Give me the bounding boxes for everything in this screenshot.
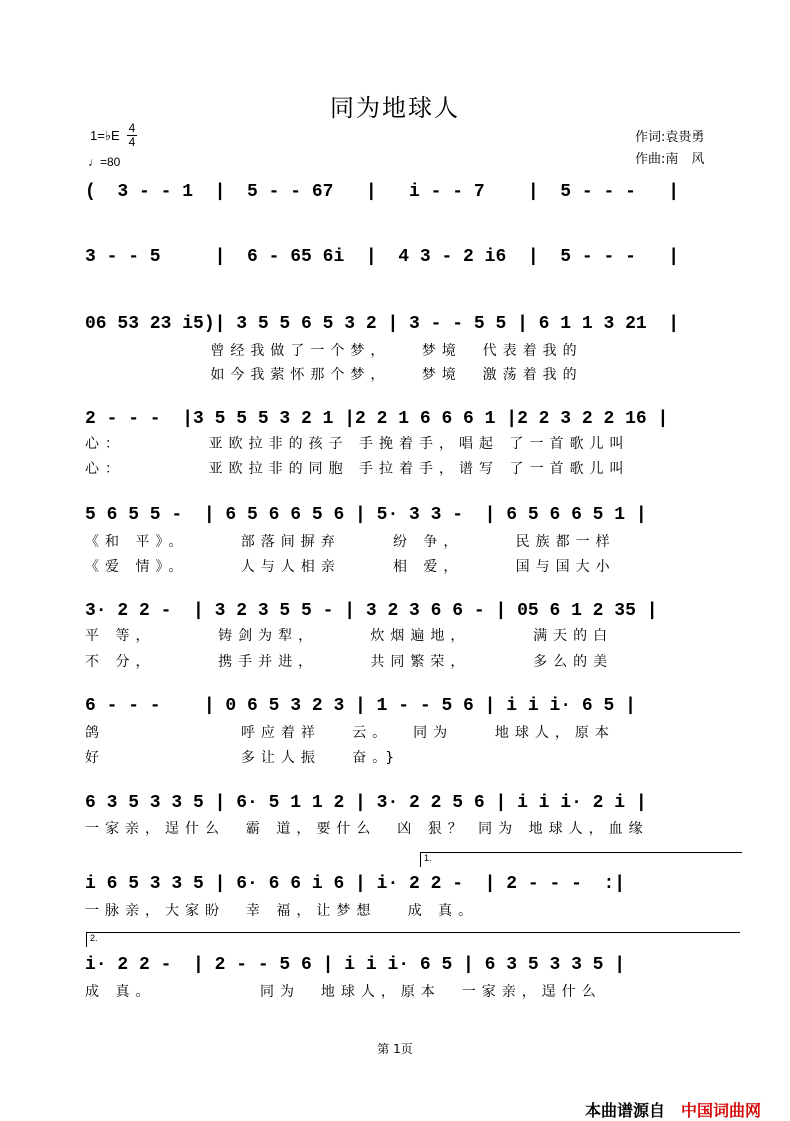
lyrics-row-6-verse-1: 平 等， 铸剑为犁， 炊烟遍地， 满天的白 [85,628,614,644]
score-row-3: 06 53 23 i5)| 3 5 5 6 5 3 2 | 3 - - 5 5 | 6 1 1 3 21 | [85,314,680,334]
time-signature-bottom: 4 [128,135,136,149]
tempo-marking: ♩=80 [88,155,121,169]
score-row-6: 3· 2 2 - | 3 2 3 5 5 - | 3 2 3 6 6 - | 05 6 1 2 35 | [85,601,658,621]
score-row-5: 5 6 5 5 - | 6 5 6 6 5 6 | 5· 3 3 - | 6 5 6 6 5 1 | [85,505,647,525]
lyrics-row-7-verse-1: 鸽 呼应着祥 云。 同为 地球人，原本 [85,725,615,741]
score-row-9: i 6 5 3 3 5 | 6· 6 6 i 6 | i· 2 2 - | 2 - - - :| [85,874,626,894]
volta-1: 1. [420,852,742,867]
page-number: 第 1页 [377,1042,413,1056]
composer-credit: 作曲:南 风 [635,152,705,167]
source-prefix: 本曲谱源自 [585,1101,666,1120]
score-row-2: 3 - - 5 | 6 - 65 6i | 4 3 - 2 i6 | 5 - - - | [85,247,680,267]
lyrics-row-6-verse-2: 不 分， 携手并进， 共同繁荣， 多么的美 [85,654,614,670]
score-row-10: i· 2 2 - | 2 - - 5 6 | i i i· 6 5 | 6 3 5 3 3 5 | [85,955,626,975]
source-site-link[interactable]: 中国词曲网 [681,1101,762,1120]
lyrics-row-9: 一脉亲，大家盼 幸 福，让梦想 成 真。 [85,903,479,919]
time-signature-top: 4 [128,121,136,135]
score-row-4: 2 - - - |3 5 5 5 3 2 1 |2 2 1 6 6 6 1 |2 2 3 2 2 16 | [85,409,669,429]
lyrics-row-5-verse-2: 《爱 情》。 人与人相亲 相 爱， 国与国大小 [85,559,616,575]
lyrics-row-3-verse-1: 曾经我做了一个梦， 梦境 代表着我的 [85,343,583,359]
lyrics-row-3-verse-2: 如今我萦怀那个梦， 梦境 激荡着我的 [85,367,583,383]
time-signature [127,122,137,149]
lyrics-row-5-verse-1: 《和 平》。 部落间摒弃 纷 争， 民族都一样 [85,534,616,550]
lyrics-row-7-verse-2: 好 多让人振 奋。} [85,750,401,766]
lyrics-row-4-verse-2: 心： 亚欧拉非的同胞 手拉着手，谱写 了一首歌儿叫 [85,461,630,477]
score-row-7: 6 - - - | 0 6 5 3 2 3 | 1 - - 5 6 | i i i· 6 5 | [85,696,636,716]
score-row-1: ( 3 - - 1 | 5 - - 67 | i - - 7 | 5 - - - | [85,182,680,202]
lyricist-credit: 作词:袁贵勇 [635,130,705,145]
volta-2: 2. [86,932,740,947]
song-title: 同为地球人 [330,94,460,122]
lyrics-row-10: 成 真。 同为 地球人，原本 一家亲，逞什么 [85,984,602,1000]
key-signature: 1=♭E [90,128,120,143]
score-row-8: 6 3 5 3 3 5 | 6· 5 1 1 2 | 3· 2 2 5 6 | i i i· 2 i | [85,793,647,813]
lyrics-row-4-verse-1: 心： 亚欧拉非的孩子 手挽着手，唱起 了一首歌儿叫 [85,436,630,452]
source-credit [585,1098,761,1121]
lyrics-row-8: 一家亲，逞什么 霸 道，要什么 凶 狠？ 同为 地球人，血缘 [85,821,649,837]
